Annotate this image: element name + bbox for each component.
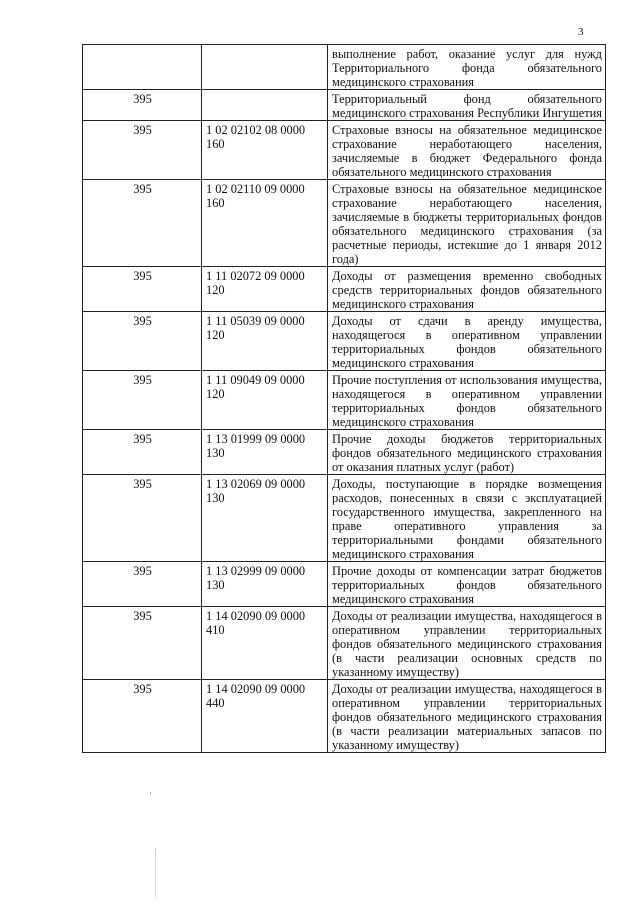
table-row [83,475,606,562]
revenue-name-cell: выполнение работ, оказание услуг для нужд Территориального фонда обязательного медицинского страхования [328,45,606,90]
table-row [83,371,606,430]
table-row [83,180,606,267]
revenue-name-cell: Территориальный фонд обязательного медицинского страхования Республики Ингушетия [328,90,606,121]
revenue-name-cell: Доходы от реализации имущества, находящегося в оперативном управлении территориальных фондов обязательного медицинского страхования (в части реализации материальных запасов по указанному имуществу) [328,680,606,753]
table-row [83,121,606,180]
table-body [83,45,606,753]
table-row [83,680,606,753]
revenue-name-cell: Доходы от реализации имущества, находящегося в оперативном управлении территориальных фондов обязательного медицинского страхования (в части реализации основных средств по указанному имуществу) [328,607,606,680]
admin-code-cell: 395 [83,312,202,371]
admin-code-cell [83,45,202,90]
page-number: 3 [578,26,584,38]
revenue-name-cell: Доходы от сдачи в аренду имущества, находящегося в оперативном управлении территориальных фондов обязательного медицинского страхования [328,312,606,371]
revenue-code-cell: 1 13 02069 09 0000 130 [202,475,328,562]
revenue-code-cell: 1 11 02072 09 0000 120 [202,267,328,312]
revenue-code-cell [202,45,328,90]
table-row [83,607,606,680]
table-row [83,312,606,371]
revenue-name-cell: Страховые взносы на обязательное медицинское страхование неработающего населения, зачисляемые в бюджет Федерального фонда обязательного медицинского страхования [328,121,606,180]
revenue-code-cell [202,90,328,121]
revenue-code-cell: 1 11 09049 09 0000 120 [202,371,328,430]
revenue-code-cell: 1 13 01999 09 0000 130 [202,430,328,475]
table-row [83,90,606,121]
revenue-name-cell: Прочие доходы от компенсации затрат бюджетов территориальных фондов обязательного медицинского страхования [328,562,606,607]
revenue-code-cell: 1 14 02090 09 0000 410 [202,607,328,680]
revenue-name-cell: Прочие доходы бюджетов территориальных фондов обязательного медицинского страхования от оказания платных услуг (работ) [328,430,606,475]
admin-code-cell: 395 [83,180,202,267]
revenue-codes-table [82,44,606,753]
admin-code-cell: 395 [83,562,202,607]
admin-code-cell: 395 [83,430,202,475]
admin-code-cell: 395 [83,607,202,680]
admin-code-cell: 395 [83,680,202,753]
admin-code-cell: 395 [83,371,202,430]
revenue-code-cell: 1 13 02999 09 0000 130 [202,562,328,607]
table-row [83,267,606,312]
revenue-code-cell: 1 02 02102 08 0000 160 [202,121,328,180]
scan-speck [150,792,151,795]
table-row [83,45,606,90]
admin-code-cell: 395 [83,90,202,121]
admin-code-cell: 395 [83,121,202,180]
revenue-name-cell: Доходы, поступающие в порядке возмещения расходов, понесенных в связи с эксплуатацией государственного имущества, закрепленного на праве оперативного управления за территориальными фондами обязательного медицинского страхования [328,475,606,562]
table-row [83,430,606,475]
revenue-name-cell: Страховые взносы на обязательное медицинское страхование неработающего населения, зачисляемые в бюджеты территориальных фондов обязательного медицинского страхования (за расчетные периоды, истекшие до 1 января 2012 года) [328,180,606,267]
admin-code-cell: 395 [83,267,202,312]
scan-dotted-line [155,848,157,898]
revenue-code-cell: 1 11 05039 09 0000 120 [202,312,328,371]
revenue-code-cell: 1 02 02110 09 0000 160 [202,180,328,267]
revenue-name-cell: Прочие поступления от использования имущества, находящегося в оперативном управлении территориальных фондов обязательного медицинского страхования [328,371,606,430]
admin-code-cell: 395 [83,475,202,562]
revenue-name-cell: Доходы от размещения временно свободных средств территориальных фондов обязательного медицинского страхования [328,267,606,312]
revenue-code-cell: 1 14 02090 09 0000 440 [202,680,328,753]
table-row [83,562,606,607]
